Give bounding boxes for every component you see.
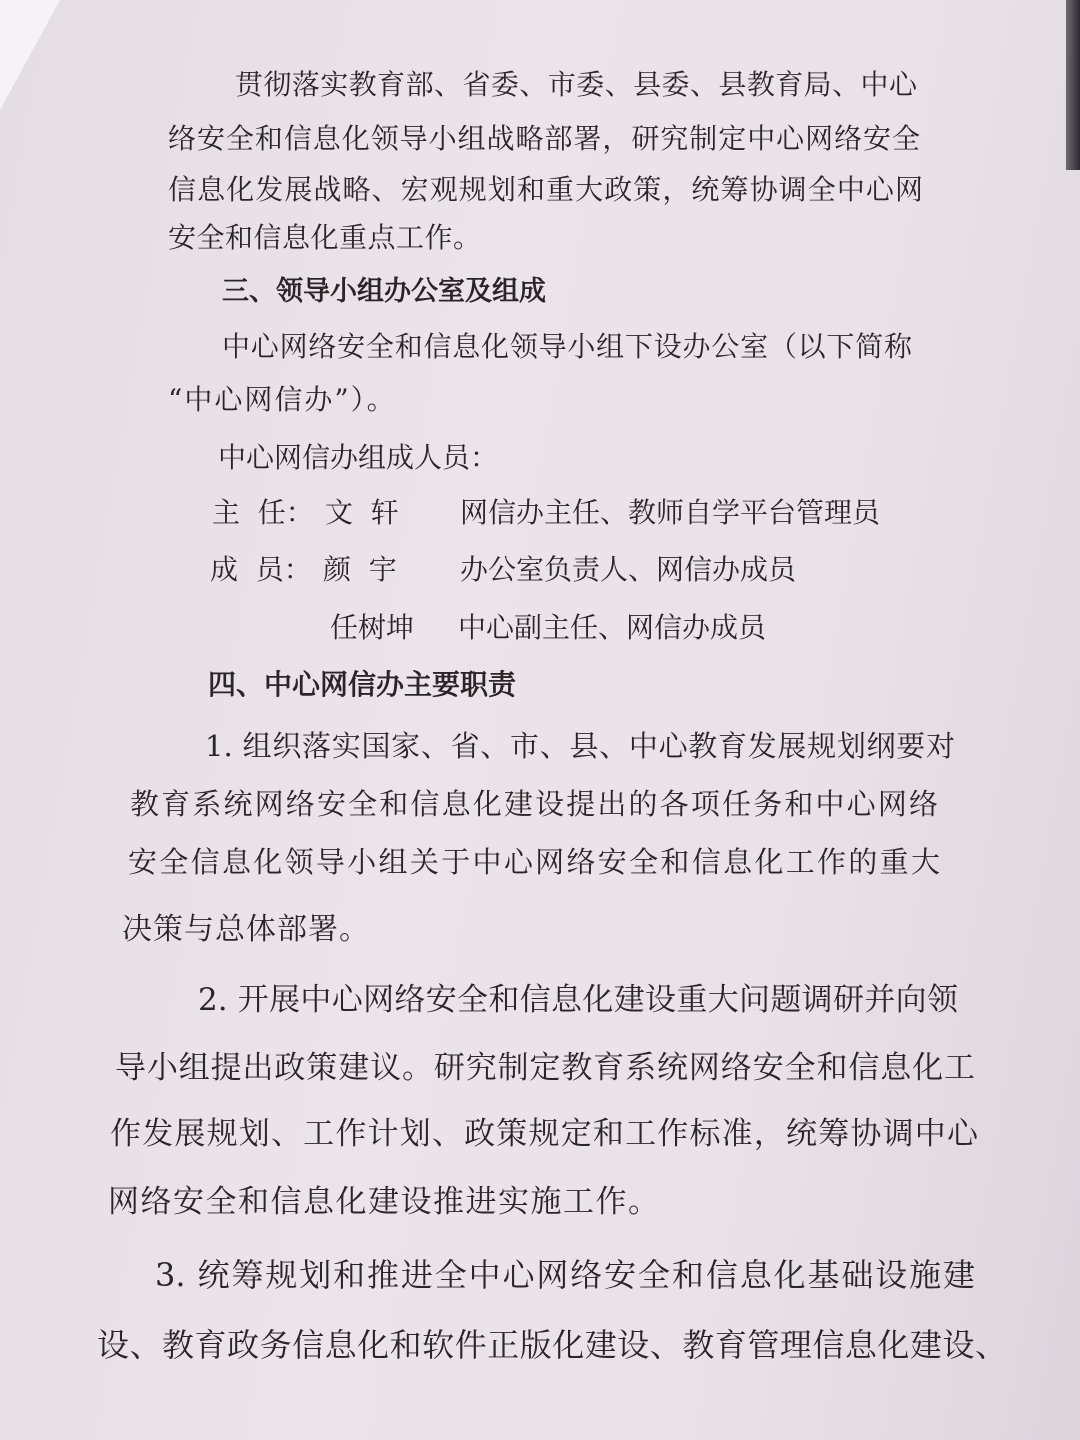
paragraph-line: 决策与总体部署。 — [122, 912, 370, 947]
member-role: 成 员： — [210, 553, 312, 586]
paragraph-line: 作发展规划、工作计划、政策规定和工作标准，统筹协调中心 — [110, 1116, 978, 1152]
paragraph-line: 网络安全和信息化建设推进实施工作。 — [108, 1184, 661, 1220]
section-heading: 三、领导小组办公室及组成 — [222, 276, 546, 307]
member-title: 办公室负责人、网信办成员 — [460, 553, 797, 586]
paragraph-line: 络安全和信息化领导小组战略部署，研究制定中心网络安全 — [168, 122, 920, 155]
member-title: 网信办主任、教师自学平台管理员 — [460, 496, 881, 529]
paper-fold — [0, 0, 60, 110]
paragraph-line: 信息化发展战略、宏观规划和重大政策，统筹协调全中心网 — [168, 173, 923, 206]
background-edge — [1066, 0, 1080, 170]
paragraph-line: 设、教育政务信息化和软件正版化建设、教育管理信息化建设、 — [97, 1326, 1007, 1364]
paragraph-line: 导小组提出政策建议。研究制定教育系统网络安全和信息化工 — [115, 1050, 975, 1086]
paragraph-line: 贯彻落实教育部、省委、市委、县委、县教育局、中心 — [235, 68, 917, 101]
section-heading: 四、中心网信办主要职责 — [208, 668, 517, 701]
paragraph-line: 2. 开展中心网络安全和信息化建设重大问题调研并向领 — [198, 982, 958, 1018]
members-label: 中心网信办组成人员： — [218, 441, 499, 474]
member-role: 主 任： — [212, 496, 314, 529]
paragraph-line: “中心网信办”）。 — [168, 383, 397, 416]
member-name: 颜 宇 — [323, 553, 397, 586]
paragraph-line: 安全信息化领导小组关于中心网络安全和信息化工作的重大 — [128, 845, 940, 879]
paragraph-line: 教育系统网络安全和信息化建设提出的各项任务和中心网络 — [130, 787, 938, 821]
paragraph-line: 中心网络安全和信息化领导小组下设办公室（以下简称 — [222, 330, 912, 363]
member-name: 任树坤 — [330, 611, 415, 644]
paragraph-line: 1. 组织落实国家、省、市、县、中心教育发展规划纲要对 — [205, 729, 955, 763]
paragraph-line: 3. 统筹规划和推进全中心网络安全和信息化基础设施建 — [155, 1256, 975, 1294]
paragraph-line: 安全和信息化重点工作。 — [168, 221, 482, 254]
member-name: 文 轩 — [325, 496, 399, 529]
member-title: 中心副主任、网信办成员 — [458, 611, 767, 644]
